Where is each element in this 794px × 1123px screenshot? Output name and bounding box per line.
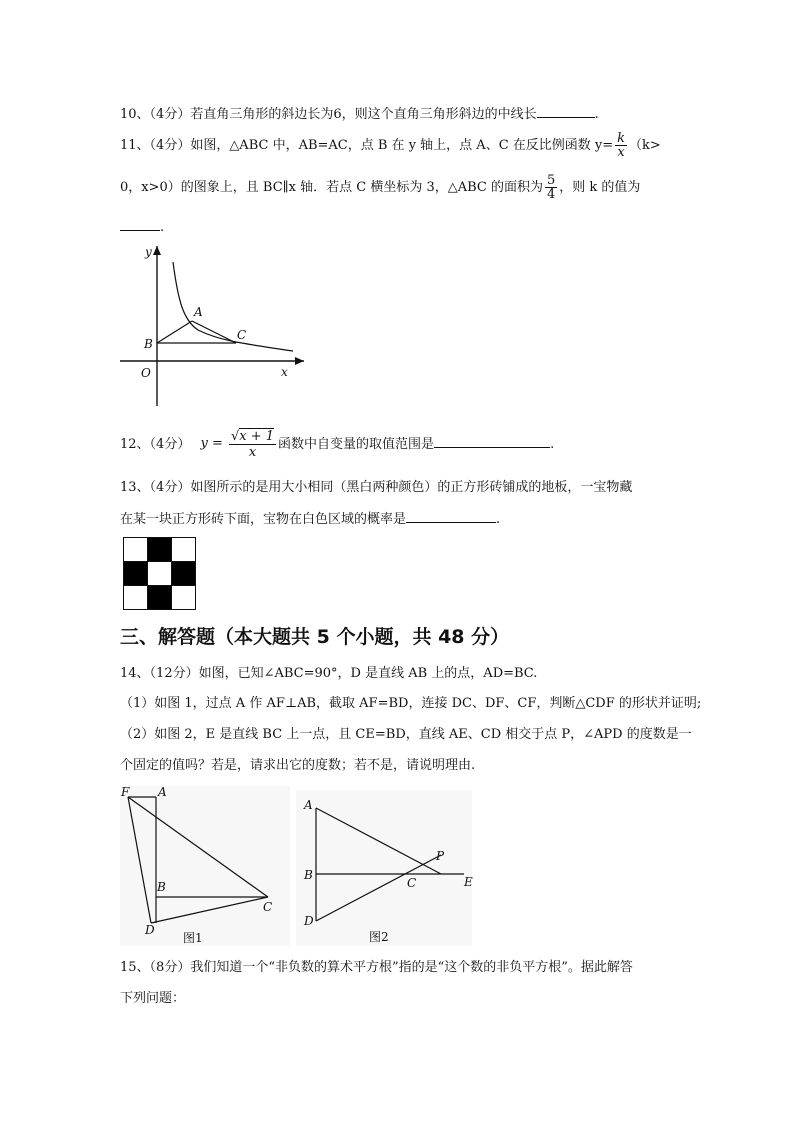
sqrt-sign: √ [230, 428, 240, 444]
question-14-line-3: （2）如图 2，E 是直线 BC 上一点，且 CE=BD，直线 AE、CD 相交于点 P，∠APD 的度数是一 [120, 727, 692, 742]
segment-ba [157, 321, 192, 343]
fig2-label-d: D [304, 914, 314, 928]
label-x: x [281, 365, 288, 379]
segment-ac [192, 321, 236, 343]
radical-fraction: $\frac{√x + 1}{x}$ [230, 428, 275, 460]
label-c: C [237, 328, 247, 342]
label-o: O [141, 366, 151, 380]
fig2-label-p: P [436, 849, 445, 863]
question-14-line-1: 14、（12分）如图，已知∠ABC=90°，D 是直线 AB 上的点，AD=BC. [120, 666, 538, 681]
answer-blank-13 [406, 508, 496, 523]
hyperbola-curve [173, 262, 293, 351]
question-15-line-2: 下列问题： [120, 991, 186, 1006]
question-15-line-1: 15、（8分）我们知道一个“非负数的算术平方根”指的是“这个数的非负平方根”。据此解答 [120, 960, 633, 975]
question-14-line-4: 个固定的值吗？若是，请求出它的度数；若不是，请说明理由. [120, 758, 476, 773]
figure-14-diagram-2 [296, 790, 472, 946]
figure-inverse-proportion-graph [118, 240, 318, 410]
fig1-label-c: C [263, 900, 273, 914]
question-11-line-3: . [120, 216, 164, 238]
tile-white [172, 538, 196, 562]
fig1-label-d: D [145, 923, 155, 937]
label-a: A [194, 305, 203, 319]
fraction-area: $\frac{5}{4}$ [546, 173, 556, 202]
fig2-label-a: A [304, 798, 313, 812]
fig2-label-c: C [407, 876, 417, 890]
tile-white [172, 586, 196, 610]
question-10-text: 10、（4分）若直角三角形的斜边长为6，则这个直角三角形斜边的中线长 [120, 107, 537, 122]
fig1-label-a: A [158, 785, 167, 799]
tile-black [148, 538, 172, 562]
question-14-line-2: （1）如图 1，过点 A 作 AF⊥AB，截取 AF=BD，连接 DC、DF、CF，判断△CDF 的形状并证明; [120, 696, 702, 711]
question-10: 10、（4分）若直角三角形的斜边长为6，则这个直角三角形斜边的中线长 . [120, 103, 599, 125]
question-11-line-2: 0，x>0）的图象上，且 BC∥x 轴．若点 C 横坐标为 3，△ABC 的面积为 $\frac{5}{4}$ ，则 k 的值为 [120, 173, 641, 202]
answer-blank-12 [434, 433, 550, 448]
tile-white [124, 586, 148, 610]
fig2-caption: 图2 [369, 930, 389, 944]
label-b: B [144, 337, 153, 351]
tile-black [172, 562, 196, 586]
tile-white [148, 562, 172, 586]
equation-y: y = $\frac{√x + 1}{x}$ [200, 428, 275, 460]
fig2-label-e: E [464, 875, 473, 889]
tile-black [124, 562, 148, 586]
tile-white [124, 538, 148, 562]
fig1-label-b: B [157, 880, 166, 894]
figure-14-diagram-1 [120, 786, 290, 946]
question-12: 12、（4分） y = $\frac{√x + 1}{x}$ 函数中自变量的取值范围是 . [120, 426, 554, 462]
fig1-label-f: F [121, 785, 130, 799]
fraction-k-over-x: $\frac{k}{x}$ [617, 131, 626, 160]
question-13-line-1: 13、（4分）如图所示的是用大小相同（黑白两种颜色）的正方形砖铺成的地板，一宝物藏 [120, 480, 633, 495]
tile-floor-grid [123, 537, 196, 610]
question-11-line-1: 11、（4分）如图，△ABC 中，AB=AC，点 B 在 y 轴上，点 A、C 在反比例函数 y= $\frac{k}{x}$ （k> [120, 131, 661, 160]
tile-black [148, 586, 172, 610]
answer-blank-11 [120, 216, 160, 231]
fig1-caption: 图1 [183, 931, 203, 945]
label-y: y [145, 245, 152, 259]
question-13-line-2: 在某一块正方形砖下面，宝物在白色区域的概率是 . [120, 508, 500, 530]
answer-blank-10 [537, 103, 595, 118]
fig2-label-b: B [304, 868, 313, 882]
section-heading: 三、解答题（本大题共 5 个小题，共 48 分） [120, 626, 510, 648]
